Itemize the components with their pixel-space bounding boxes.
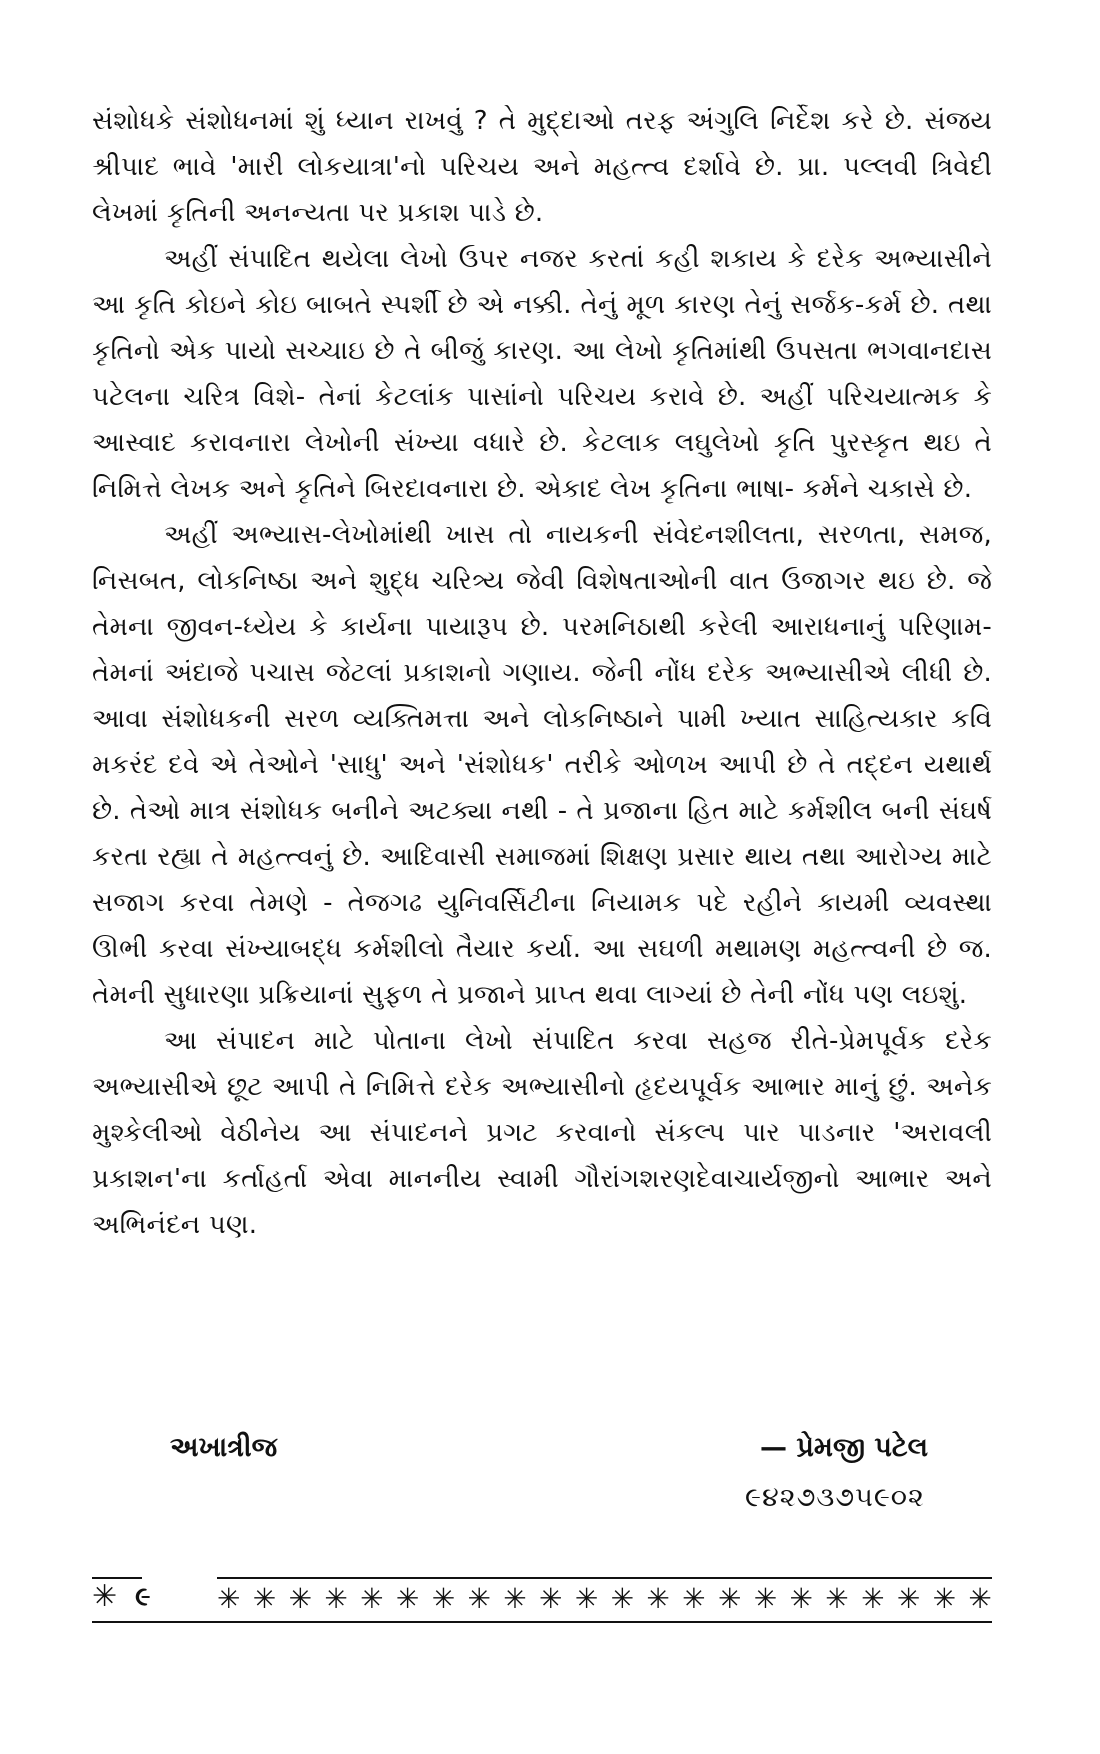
- page-number: ૯: [135, 1581, 151, 1612]
- star-ornament-icon: ✳: [646, 1582, 670, 1615]
- signature-phone: ૯૪૨૭૩૭૫૯૦૨: [745, 1482, 925, 1513]
- star-ornament-icon: ✳: [324, 1582, 348, 1615]
- star-ornament-icon: ✳: [92, 1579, 118, 1614]
- signature-place: અખાત્રીજ: [170, 1432, 278, 1463]
- star-ornament-icon: ✳: [288, 1582, 313, 1615]
- star-ornament-icon: ✳: [753, 1582, 778, 1615]
- body-text: [92, 98, 992, 1248]
- footer-rule-bottom: [92, 1621, 992, 1623]
- page-footer: [92, 1575, 992, 1625]
- star-ornament-icon: ✳: [360, 1582, 384, 1615]
- star-ornament-icon: ✳: [431, 1582, 456, 1615]
- star-ornament-icon: ✳: [539, 1582, 563, 1615]
- star-ornament-icon: ✳: [217, 1582, 241, 1615]
- star-ornament-icon: ✳: [825, 1582, 849, 1615]
- star-ornament-icon: ✳: [574, 1582, 599, 1615]
- paragraph-3: અહીં અભ્યાસ-લેખોમાંથી ખાસ તો નાયકની સંવેદનશીલતા, સરળતા, સમજ, નિસબત, લોકનિષ્ઠા અને શુદ્ધ ચરિત્ર્ય જેવી વિશેષતાઓની વાત ઉજાગર થઇ છે. જે તેમના જીવન-ધ્યેય કે કાર્યના પાયારૂપ છે. પરમનિઠાથી કરેલી આરાધનાનું પરિણામ-તેમનાં અંદાજે પચાસ જેટલાં પ્રકાશનો ગણાય. જેની નોંધ દરેક અભ્યાસીએ લીધી છે. આવા સંશોધકની સરળ વ્યક્તિમત્તા અને લોકનિષ્ઠાને પામી ખ્યાત સાહિત્યકાર કવિ મકરંદ દવે એ તેઓને 'સાધુ' અને 'સંશોધક' તરીકે ઓળખ આપી છે તે તદ્દન યથાર્થ છે. તેઓ માત્ર સંશોધક બનીને અટક્યા નથી - તે પ્રજાના હિત માટે કર્મશીલ બની સંઘર્ષ કરતા રહ્યા તે મહત્ત્વનું છે. આદિવાસી સમાજમાં શિક્ષણ પ્રસાર થાય તથા આરોગ્ય માટે સજાગ કરવા તેમણે - તેજગઢ યુનિવર્સિટીના નિયામક પદે રહીને કાયમી વ્યવસ્થા ઊભી કરવા સંખ્યાબદ્ધ કર્મશીલો તૈયાર કર્યા. આ સઘળી મથામણ મહત્ત્વની છે જ. તેમની સુધારણા પ્રક્રિયાનાં સુફળ તે પ્રજાને પ્રાપ્ત થવા લાગ્યાં છે તેની નોંધ પણ લઇશું.: [92, 520, 992, 1010]
- paragraph-4: આ સંપાદન માટે પોતાના લેખો સંપાદિત કરવા સહજ રીતે-પ્રેમપૂર્વક દરેક અભ્યાસીએ છૂટ આપી તે નિમિત્તે દરેક અભ્યાસીનો હૃદયપૂર્વક આભાર માનું છું. અનેક મુશ્કેલીઓ વેઠીનેય આ સંપાદનને પ્રગટ કરવાનો સંકલ્પ પાર પાડનાર 'અરાવલી પ્રકાશન'ના કર્તાહર્તા એવા માનનીય સ્વામી ગૌરાંગશરણદેવાચાર્યજીનો આભાર અને અભિનંદન પણ.: [92, 1026, 992, 1240]
- star-ornament-icon: ✳: [395, 1582, 420, 1615]
- star-ornament-icon: ✳: [789, 1582, 813, 1615]
- star-ornament-icon: ✳: [717, 1582, 742, 1615]
- star-ornament-icon: ✳: [610, 1582, 635, 1615]
- paragraph-2: અહીં સંપાદિત થયેલા લેખો ઉપર નજર કરતાં કહી શકાય કે દરેક અભ્યાસીને આ કૃતિ કોઇને કોઇ બાબતે સ્પર્શી છે એ નક્કી. તેનું મૂળ કારણ તેનું સર્જક-કર્મ છે. તથા કૃતિનો એક પાયો સચ્ચાઇ છે તે બીજું કારણ. આ લેખો કૃતિમાંથી ઉપસતા ભગવાનદાસ પટેલના ચરિત્ર વિશે- તેનાં કેટલાંક પાસાંનો પરિચય કરાવે છે. અહીં પરિચયાત્મક કે આસ્વાદ કરાવનારા લેખોની સંખ્યા વધારે છે. કેટલાક લઘુલેખો કૃતિ પુરસ્કૃત થઇ તે નિમિત્તે લેખક અને કૃતિને બિરદાવનારા છે. એકાદ લેખ કૃતિના ભાષા- કર્મને ચકાસે છે.: [92, 244, 992, 504]
- star-ornament-icon: ✳: [896, 1582, 921, 1615]
- footer-page-marker: [92, 1575, 151, 1619]
- star-ornament-icon: ✳: [682, 1582, 706, 1615]
- signature-name: — પ્રેમજી પટેલ: [760, 1432, 929, 1463]
- star-ornament-icon: ✳: [932, 1582, 957, 1615]
- star-ornament-row: [217, 1579, 992, 1619]
- star-ornament-icon: ✳: [861, 1582, 885, 1615]
- star-ornament-icon: ✳: [968, 1582, 992, 1615]
- star-ornament-icon: ✳: [503, 1582, 527, 1615]
- paragraph-1: સંશોધકે સંશોધનમાં શું ધ્યાન રાખવું ? તે મુદ્દાઓ તરફ અંગુલિ નિર્દેશ કરે છે. સંજય શ્રીપાદ ભાવે 'મારી લોકયાત્રા'નો પરિચય અને મહત્ત્વ દર્શાવે છે. પ્રા. પલ્લવી ત્રિવેદી લેખમાં કૃતિની અનન્યતા પર પ્રકાશ પાડે છે.: [92, 106, 992, 228]
- star-ornament-icon: ✳: [252, 1582, 277, 1615]
- star-ornament-icon: ✳: [467, 1582, 491, 1615]
